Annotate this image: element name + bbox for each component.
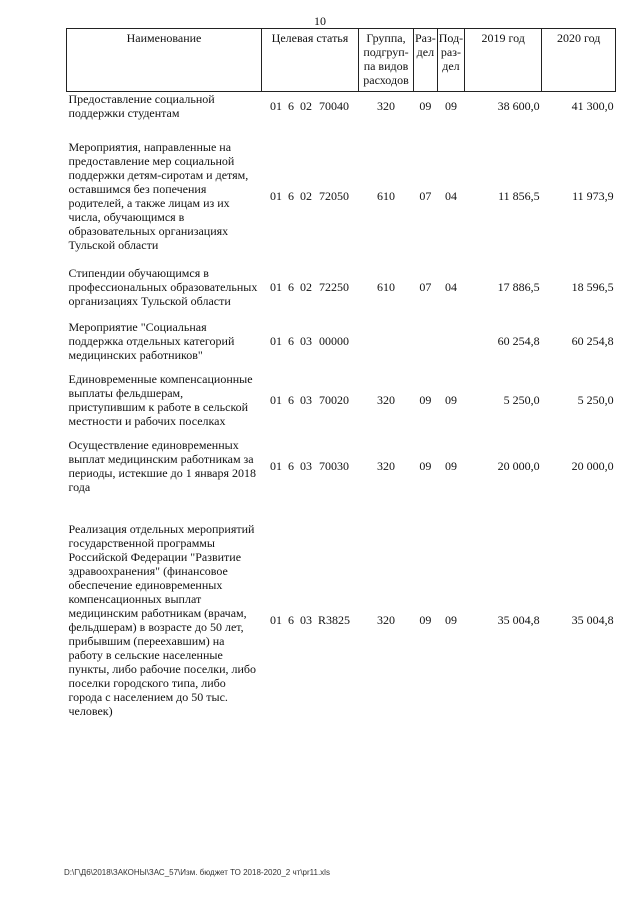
target-code-part: 01 — [270, 280, 282, 294]
row-group: 320 — [377, 393, 395, 407]
target-code-part: 01 — [270, 613, 282, 627]
row-amount-2020: 35 004,8 — [571, 613, 614, 627]
row-podrazdel: 04 — [444, 280, 457, 294]
target-code-part: R3825 — [317, 613, 350, 627]
row-spacer-cell — [67, 494, 616, 522]
row-spacer-cell — [67, 428, 616, 438]
page-number: 10 — [314, 14, 326, 28]
row-podrazdel: 09 — [444, 613, 457, 627]
target-code-part: 03 — [300, 613, 312, 627]
header-podrazdel: Под-раз-дел — [437, 29, 464, 92]
row-razdel: 07 — [419, 189, 432, 203]
header-name: Наименование — [67, 29, 262, 92]
row-group: 320 — [377, 613, 395, 627]
row-group — [359, 320, 414, 362]
row-podrazdel: 09 — [444, 99, 457, 113]
table-row — [67, 92, 616, 121]
table-row — [67, 266, 616, 308]
table-row — [67, 320, 616, 362]
row-razdel: 07 — [419, 280, 432, 294]
row-target-code — [262, 372, 359, 428]
row-amount-2019: 20 000,0 — [497, 459, 540, 473]
target-code-part: 01 — [270, 459, 282, 473]
table-row — [67, 372, 616, 428]
table-row — [67, 438, 616, 494]
target-code-part: 72050 — [319, 189, 349, 203]
row-podrazdel: 04 — [444, 189, 457, 203]
footer-file-path: D:\Г\Д6\2018\ЗАКОНЫ\ЗАС_57\Изм. бюджет ТО 2018-2020_2 чт\pr11.xls — [64, 868, 330, 877]
target-code-part: 72250 — [319, 280, 349, 294]
row-spacer-cell — [67, 252, 616, 266]
row-spacer-cell — [67, 120, 616, 140]
header-target: Целевая статья — [262, 29, 359, 92]
target-code-part: 6 — [288, 334, 294, 348]
row-razdel: 09 — [419, 613, 432, 627]
target-code-part: 01 — [270, 189, 282, 203]
table-header-row — [67, 29, 616, 92]
row-name: Реализация отдельных мероприятий государственной программы Российской Федерации "Развитие здравоохранения" (финансовое обеспечение единовременных компенсационных выплат медицинским работникам (врачам, фельдшерам) в возрасте до 50 лет, прибывшим (переехавшим) на работу в сельские населенные пункты, либо рабочие поселки, либо поселки городского типа, либо города с населением до 50 тыс. человек) — [68, 522, 257, 718]
row-target-code — [262, 140, 359, 252]
target-code-part: 70030 — [319, 459, 349, 473]
row-name: Мероприятие "Социальная поддержка отдельных категорий медицинских работников" — [68, 320, 235, 362]
row-target-code — [262, 320, 359, 362]
row-podrazdel: 09 — [444, 459, 457, 473]
target-code-part: 6 — [288, 280, 294, 294]
row-group: 320 — [377, 99, 395, 113]
row-razdel: 09 — [419, 459, 432, 473]
table-row — [67, 140, 616, 252]
row-razdel: 09 — [419, 393, 432, 407]
row-name: Осуществление единовременных выплат медицинским работникам за периоды, истекшие до 1 января 2018 года — [68, 438, 257, 494]
row-amount-2019: 35 004,8 — [497, 613, 540, 627]
row-spacer — [67, 428, 616, 438]
row-amount-2019: 17 886,5 — [497, 280, 540, 294]
row-amount-2020: 60 254,8 — [571, 334, 614, 348]
row-amount-2020: 5 250,0 — [577, 393, 614, 407]
row-spacer-cell — [67, 362, 616, 372]
row-group: 610 — [377, 280, 395, 294]
target-code-part: 6 — [288, 613, 294, 627]
row-target-code — [262, 438, 359, 494]
target-code-part: 02 — [300, 189, 312, 203]
target-code-part: 70020 — [319, 393, 349, 407]
row-razdel: 09 — [419, 99, 432, 113]
row-razdel — [414, 320, 438, 362]
target-code-part: 02 — [300, 280, 312, 294]
row-amount-2019: 38 600,0 — [497, 99, 540, 113]
row-group: 610 — [377, 189, 395, 203]
row-amount-2019: 60 254,8 — [497, 334, 540, 348]
row-spacer-cell — [67, 308, 616, 320]
row-target-code — [262, 92, 359, 121]
target-code-part: 70040 — [319, 99, 349, 113]
table-row — [67, 522, 616, 718]
target-code-part: 02 — [300, 99, 312, 113]
row-spacer — [67, 120, 616, 140]
header-group: Группа, подгруп-па видов расходов — [359, 29, 414, 92]
header-year-2019: 2019 год — [465, 29, 542, 92]
target-code-part: 01 — [270, 334, 282, 348]
row-amount-2020: 11 973,9 — [572, 189, 614, 203]
row-spacer — [67, 252, 616, 266]
row-amount-2020: 18 596,5 — [571, 280, 614, 294]
row-podrazdel: 09 — [444, 393, 457, 407]
row-name: Единовременные компенсационные выплаты фельдшерам, приступившим к работе в сельской местности и рабочих поселках — [68, 372, 253, 428]
row-amount-2019: 5 250,0 — [503, 393, 540, 407]
row-amount-2019: 11 856,5 — [498, 189, 540, 203]
row-amount-2020: 20 000,0 — [571, 459, 614, 473]
target-code-part: 01 — [270, 99, 282, 113]
row-name: Предоставление социальной поддержки студентам — [68, 92, 215, 120]
header-razdel: Раз-дел — [414, 29, 438, 92]
target-code-part: 00000 — [319, 334, 349, 348]
target-code-part: 03 — [300, 334, 312, 348]
row-spacer — [67, 308, 616, 320]
row-amount-2020: 41 300,0 — [571, 99, 614, 113]
target-code-part: 6 — [288, 459, 294, 473]
target-code-part: 03 — [300, 459, 312, 473]
target-code-part: 03 — [300, 393, 312, 407]
budget-table — [66, 28, 616, 718]
row-group: 320 — [377, 459, 395, 473]
row-name: Мероприятия, направленные на предоставление мер социальной поддержки детям-сиротам и детям, оставшимся без попечения родителей, а также лицам из их числа, обучающимся в образовательных организациях Тульской области — [68, 140, 249, 252]
row-target-code — [262, 266, 359, 308]
target-code-part: 6 — [288, 189, 294, 203]
row-spacer — [67, 362, 616, 372]
row-spacer — [67, 494, 616, 522]
target-code-part: 01 — [270, 393, 282, 407]
header-year-2020: 2020 год — [542, 29, 616, 92]
row-podrazdel — [437, 320, 464, 362]
target-code-part: 6 — [288, 393, 294, 407]
row-name: Стипендии обучающимся в профессиональных образовательных организациях Тульской области — [68, 266, 258, 308]
target-code-part: 6 — [288, 99, 294, 113]
row-target-code — [262, 522, 359, 718]
